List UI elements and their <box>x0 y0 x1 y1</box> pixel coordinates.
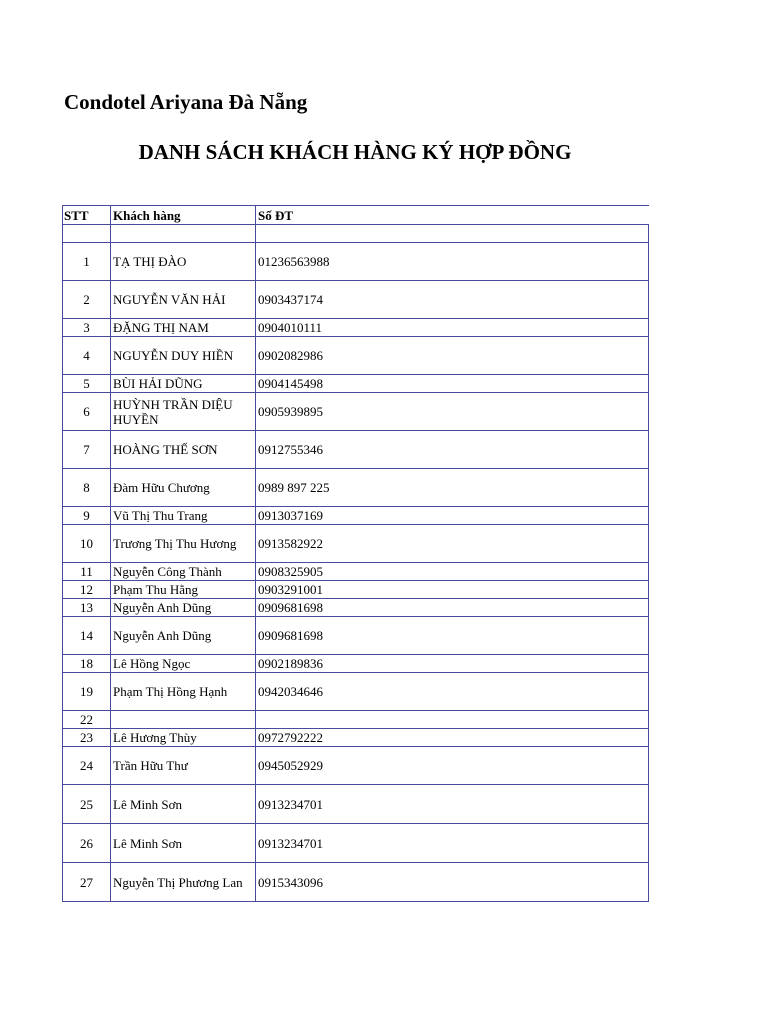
table-row <box>63 525 649 563</box>
customer-name: BÙI HẢI DŨNG <box>111 375 256 393</box>
row-number: 1 <box>63 243 111 281</box>
phone-number: 0904145498 <box>256 375 649 393</box>
table-row <box>63 563 649 581</box>
row-number: 3 <box>63 319 111 337</box>
column-header-customer: Khách hàng <box>111 206 256 225</box>
customer-name: HUỲNH TRẦN DIỆU HUYỀN <box>111 393 256 431</box>
company-name: Condotel Ariyana Đà Nẵng <box>64 90 308 114</box>
phone-number: 0905939895 <box>256 393 649 431</box>
table-row <box>63 319 649 337</box>
phone-number: 0945052929 <box>256 747 649 785</box>
customer-name: Phạm Thị Hồng Hạnh <box>111 673 256 711</box>
table-row <box>63 599 649 617</box>
table-body <box>63 225 649 902</box>
table-row <box>63 375 649 393</box>
row-number: 27 <box>63 863 111 902</box>
phone-number: 0904010111 <box>256 319 649 337</box>
customer-name: Nguyễn Công Thành <box>111 563 256 581</box>
row-number: 23 <box>63 729 111 747</box>
row-number: 10 <box>63 525 111 563</box>
phone-number: 0913582922 <box>256 525 649 563</box>
phone-number: 0908325905 <box>256 563 649 581</box>
phone-number: 0912755346 <box>256 431 649 469</box>
customer-name: Lê Hồng Ngọc <box>111 655 256 673</box>
customer-name <box>111 225 256 243</box>
table-row <box>63 785 649 824</box>
row-number: 13 <box>63 599 111 617</box>
row-number: 14 <box>63 617 111 655</box>
table-row <box>63 431 649 469</box>
table-row <box>63 711 649 729</box>
customer-name: Lê Minh Sơn <box>111 824 256 863</box>
phone-number: 0909681698 <box>256 617 649 655</box>
row-number: 8 <box>63 469 111 507</box>
phone-number: 0915343096 <box>256 863 649 902</box>
table-row <box>63 243 649 281</box>
table-header-row <box>63 206 649 225</box>
customer-name: HOÀNG THẾ SƠN <box>111 431 256 469</box>
column-header-stt: STT <box>63 206 111 225</box>
customer-name: Nguyễn Thị Phương Lan <box>111 863 256 902</box>
table-row <box>63 469 649 507</box>
row-number: 4 <box>63 337 111 375</box>
table-row <box>63 673 649 711</box>
table-row <box>63 225 649 243</box>
phone-number: 0902082986 <box>256 337 649 375</box>
phone-number: 0913234701 <box>256 785 649 824</box>
row-number: 22 <box>63 711 111 729</box>
row-number: 26 <box>63 824 111 863</box>
row-number: 19 <box>63 673 111 711</box>
table-row <box>63 747 649 785</box>
phone-number: 0913234701 <box>256 824 649 863</box>
customer-name: Nguyễn Anh Dũng <box>111 599 256 617</box>
table-row <box>63 863 649 902</box>
phone-number: 0942034646 <box>256 673 649 711</box>
phone-number: 0909681698 <box>256 599 649 617</box>
customer-name: Vũ Thị Thu Trang <box>111 507 256 525</box>
customer-table <box>62 205 649 902</box>
table-row <box>63 337 649 375</box>
phone-number: 01236563988 <box>256 243 649 281</box>
phone-number: 0913037169 <box>256 507 649 525</box>
customer-name: Lê Minh Sơn <box>111 785 256 824</box>
phone-number: 0903291001 <box>256 581 649 599</box>
table-row <box>63 507 649 525</box>
table-row <box>63 281 649 319</box>
customer-name: NGUYỄN VĂN HẢI <box>111 281 256 319</box>
customer-name: Nguyễn Anh Dũng <box>111 617 256 655</box>
phone-number: 0989 897 225 <box>256 469 649 507</box>
phone-number: 0903437174 <box>256 281 649 319</box>
row-number: 9 <box>63 507 111 525</box>
row-number: 6 <box>63 393 111 431</box>
row-number: 12 <box>63 581 111 599</box>
row-number: 11 <box>63 563 111 581</box>
customer-name <box>111 711 256 729</box>
column-header-phone: Số ĐT <box>256 206 649 225</box>
row-number: 2 <box>63 281 111 319</box>
customer-name: Lê Hương Thùy <box>111 729 256 747</box>
row-number <box>63 225 111 243</box>
customer-name: Đàm Hữu Chương <box>111 469 256 507</box>
table-row <box>63 393 649 431</box>
table-row <box>63 617 649 655</box>
customer-name: NGUYỄN DUY HIỀN <box>111 337 256 375</box>
row-number: 24 <box>63 747 111 785</box>
customer-name: TẠ THỊ ĐÀO <box>111 243 256 281</box>
customer-name: ĐẶNG THỊ NAM <box>111 319 256 337</box>
customer-name: Trần Hữu Thư <box>111 747 256 785</box>
table-row <box>63 655 649 673</box>
phone-number: 0902189836 <box>256 655 649 673</box>
customer-name: Phạm Thu Hằng <box>111 581 256 599</box>
customer-name: Trương Thị Thu Hương <box>111 525 256 563</box>
phone-number <box>256 225 649 243</box>
table-row <box>63 729 649 747</box>
phone-number <box>256 711 649 729</box>
row-number: 25 <box>63 785 111 824</box>
document-title: DANH SÁCH KHÁCH HÀNG KÝ HỢP ĐỒNG <box>138 140 572 164</box>
phone-number: 0972792222 <box>256 729 649 747</box>
row-number: 18 <box>63 655 111 673</box>
table-row <box>63 824 649 863</box>
table-row <box>63 581 649 599</box>
row-number: 7 <box>63 431 111 469</box>
row-number: 5 <box>63 375 111 393</box>
